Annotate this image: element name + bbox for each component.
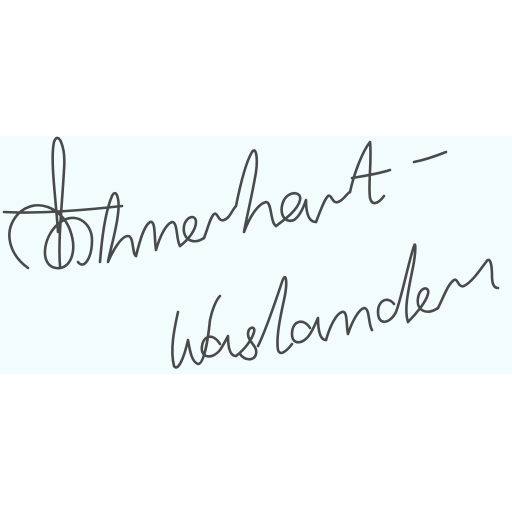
signature-stroke-initial-loop [9,205,92,268]
signature-stroke-a [276,193,316,226]
signature-stroke-n2 [326,308,372,340]
signature-stroke-r [204,206,236,238]
signature-stroke-e2 [408,288,438,322]
signature-stroke-tall-ascender [53,138,65,266]
signature-stroke-hyphen [414,152,446,162]
signature-stroke-h2 [236,150,276,232]
signature-stroke-l [258,277,292,353]
signature-stroke-a3 [292,318,326,342]
signature-stroke-d [378,245,415,322]
signature-stroke-n [136,222,180,256]
signature-stroke-e [180,217,204,246]
signature-stroke-r3 [438,260,498,308]
signature-stroke-r2 [316,192,350,222]
signature-stroke-s [236,328,256,360]
signature-stroke-h [100,193,136,262]
